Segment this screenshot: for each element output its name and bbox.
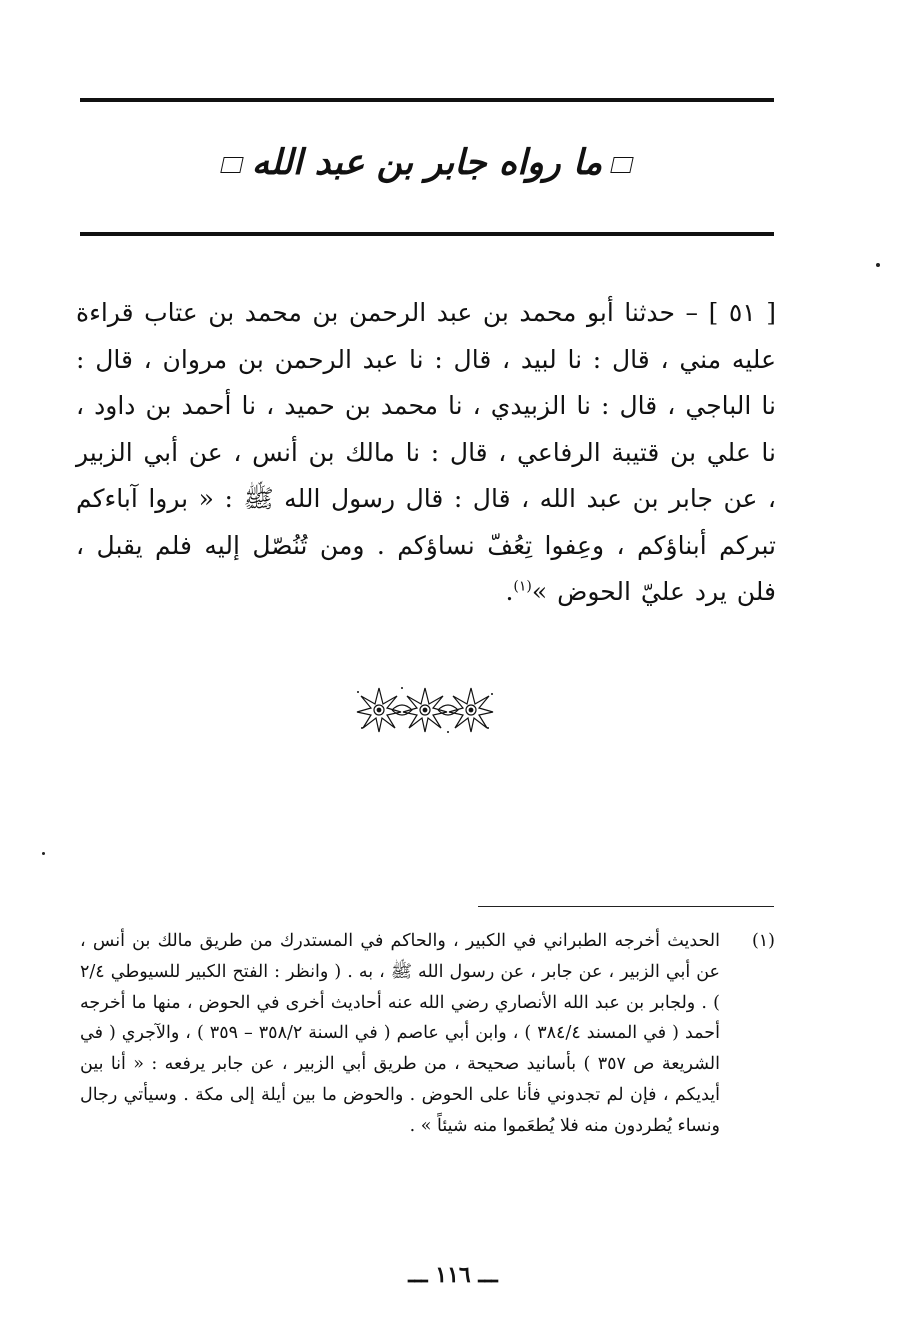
ornament-divider-icon [352, 682, 498, 738]
page-number: ـــ ١١٦ ـــ [408, 1262, 498, 1288]
title-box-right-icon [611, 157, 634, 173]
footnote-separator [478, 906, 774, 907]
header-bottom-rule [80, 232, 774, 236]
hadith-paragraph [76, 290, 776, 616]
stray-dot-mark [42, 852, 45, 855]
header-top-rule [80, 98, 774, 102]
title-box-left-icon [220, 157, 243, 173]
chapter-title-text: ما رواه جابر بن عبد الله [251, 142, 603, 183]
chapter-title [80, 142, 774, 183]
footnote-reference: (١) [513, 578, 532, 595]
hadith-end-mark: . [505, 577, 514, 606]
footnote-number: (١) [751, 931, 775, 951]
hadith-text: [ ٥١ ] – حدثنا أبو محمد بن عبد الرحمن بن محمد بن عتاب قراءة عليه مني ، قال : نا لبيد ، قال : نا عبد الرحمن بن مروان ، قال : نا الباجي ، قال : نا الزبيدي ، نا محمد بن حميد ، نا أحمد بن داود ، نا علي بن قتيبة الرفاعي ، قال : نا مالك بن أنس ، عن أبي الزبير ، عن جابر بن عبد الله ، قال : قال رسول الله ﷺ : « بروا آباءكم تبركم أبناؤكم ، وعِفوا تِعُفّ نساؤكم . ومن تُنُصّل إليه فلم يقبل ، فلن يرد عليّ الحوض » [76, 298, 777, 606]
footnote [80, 926, 775, 1142]
stray-dot-mark [876, 263, 880, 267]
footnote-text: الحديث أخرجه الطبراني في الكبير ، والحاكم في المستدرك من طريق مالك بن أنس ، عن أبي الزبير ، عن جابر ، عن رسول الله ﷺ ، به . ( وانظر : الفتح الكبير للسيوطي ٢/٤ ) . ولجابر بن عبد الله الأنصاري رضي الله عنه أحاديث أخرى في الحوض ، منها ما أخرجه أحمد ( في المسند ٣٨٤/٤ ) ، وابن أبي عاصم ( في السنة ٣٥٨/٢ – ٣٥٩ ) ، والآجري ( في الشريعة ص ٣٥٧ ) بأسانيد صحيحة ، من طريق أبي الزبير ، عن جابر يرفعه : « أنا بين أيديكم ، فإن لم تجدوني فأنا على الحوض . والحوض ما بين أيلة إلى مكة . وسيأتي رجال ونساء يُطردون منه فلا يُطعَموا منه شيئاً » . [80, 931, 720, 1136]
